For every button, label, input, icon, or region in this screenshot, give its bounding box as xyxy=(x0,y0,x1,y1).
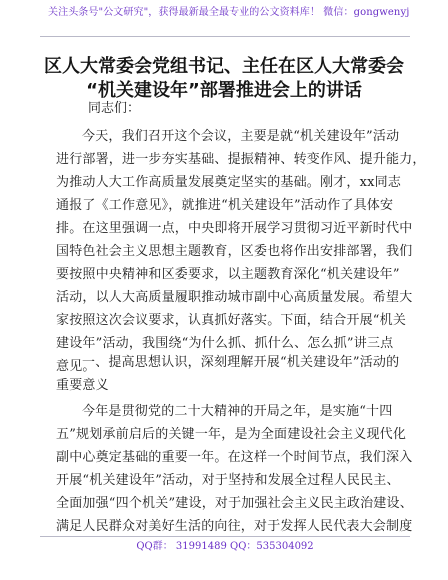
title-line-2: “机关建设年”部署推进会上的讲话 xyxy=(86,80,362,101)
paragraph-line: 今天，我们召开这个会议，主要是就“机关建设年”活动 xyxy=(82,129,400,144)
header-promo-line: 关注头条号"公文研究"，获得最新最全最专业的公文资料库！ 微信：gongwenyj xyxy=(48,7,410,18)
paragraph-line: 为推动人大工作高质量发展奠定坚实的基础。刚才，xx同志 xyxy=(56,175,402,190)
salutation: 同志们： xyxy=(88,101,141,116)
paragraph-line: 建设年”活动，我围绕“为什么抓、抓什么、怎么抓”讲三点 xyxy=(56,336,394,351)
paragraph-line: 进行部署，进一步夯实基础、提振精神、转变作风、提升能力， xyxy=(56,152,426,167)
footer-contact: QQ群： 31991489 QQ：535304092 xyxy=(136,541,314,552)
paragraph-line: 全面加强“四个机关”建设，对于加强社会主义民主政治建设、 xyxy=(56,496,413,511)
paragraph-line: 家按照这次会议要求，认真抓好落实。下面，结合开展“机关 xyxy=(56,313,407,328)
paragraph-line: 要按照中央精神和区委要求，以主题教育深化“机关建设年” xyxy=(56,267,400,282)
section-heading-1 xyxy=(56,351,400,397)
paragraph-opening xyxy=(56,125,426,378)
footer-divider xyxy=(40,536,410,537)
document-title xyxy=(34,55,414,103)
paragraph-line: 排。在这里强调一点，中央即将开展学习贯彻习近平新时代中 xyxy=(56,221,413,236)
paragraph-line: 副中心奠定基础的重要一年。在这样一个时间节点，我们深入 xyxy=(56,450,413,465)
section-heading-line: 重要意义 xyxy=(56,378,109,393)
paragraph-line: 意见。 xyxy=(56,359,96,374)
header-divider xyxy=(40,36,410,37)
header-promo-note xyxy=(48,7,410,35)
paragraph-line: 活动，以人大高质量履职推动城市副中心高质量发展。希望大 xyxy=(56,290,413,305)
title-line-1: 区人大常委会党组书记、主任在区人大常委会 xyxy=(44,56,404,77)
paragraph-line: 开展“机关建设年”活动，对于坚持和发展全过程人民民主、 xyxy=(56,473,400,488)
paragraph-section-1 xyxy=(56,400,413,538)
paragraph-line: 今年是贯彻党的二十大精神的开局之年，是实施“十四 xyxy=(82,404,393,419)
section-heading-line: 一、提高思想认识，深刻理解开展“机关建设年”活动的 xyxy=(82,355,400,370)
paragraph-line: 国特色社会主义思想主题教育，区委也将作出安排部署，我们 xyxy=(56,244,413,259)
paragraph-line: 五”规划承前启后的关键一年，是为全面建设社会主义现代化 xyxy=(56,427,407,442)
paragraph-line: 满足人民群众对美好生活的向往，对于发挥人民代表大会制度 xyxy=(56,519,413,534)
paragraph-line: 通报了《工作意见》，就推进“机关建设年”活动作了具体安 xyxy=(56,198,394,213)
